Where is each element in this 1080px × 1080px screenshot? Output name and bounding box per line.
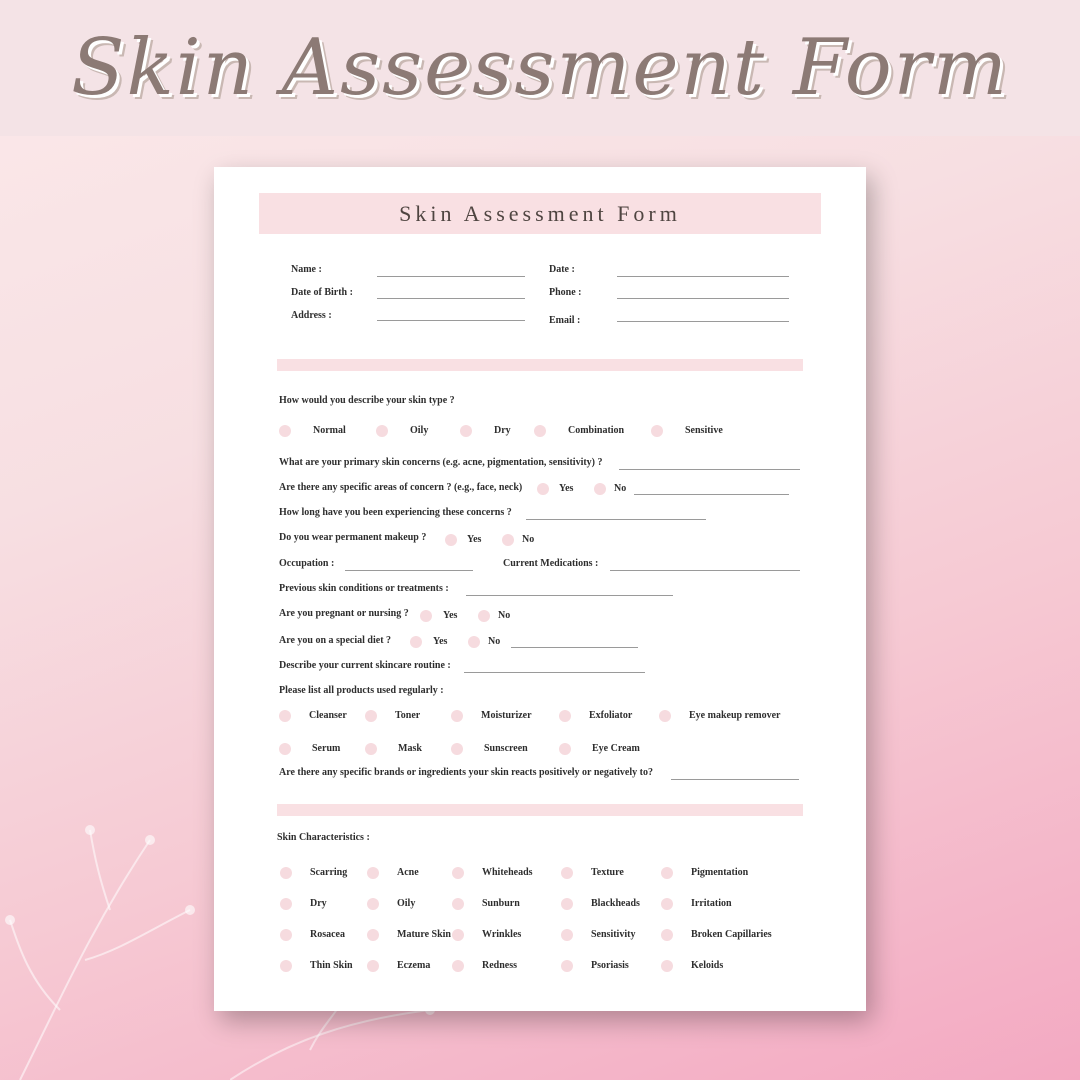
areas-no-radio[interactable] bbox=[594, 483, 606, 495]
sensitivity-radio[interactable] bbox=[561, 929, 573, 941]
eye-makeup-remover-radio[interactable] bbox=[659, 710, 671, 722]
floral-decoration-icon bbox=[0, 780, 220, 1080]
oily-label: Oily bbox=[397, 898, 416, 909]
areas-no-label: No bbox=[614, 483, 627, 494]
areas-field[interactable] bbox=[634, 494, 789, 495]
texture-radio[interactable] bbox=[561, 867, 573, 879]
dob-field[interactable] bbox=[377, 298, 525, 299]
pregnant-no-radio[interactable] bbox=[478, 610, 490, 622]
makeup-question: Do you wear permanent makeup ? bbox=[279, 532, 427, 543]
cleanser-label: Cleanser bbox=[309, 710, 347, 721]
pregnant-question: Are you pregnant or nursing ? bbox=[279, 608, 409, 619]
moisturizer-radio[interactable] bbox=[451, 710, 463, 722]
redness-label: Redness bbox=[482, 960, 518, 971]
diet-no-radio[interactable] bbox=[468, 636, 480, 648]
floral-decoration-icon bbox=[230, 1000, 490, 1080]
characteristics-title: Skin Characteristics : bbox=[277, 832, 370, 843]
banner-title: Skin Assessment Form bbox=[71, 23, 1009, 113]
blackheads-radio[interactable] bbox=[561, 898, 573, 910]
eye-cream-label: Eye Cream bbox=[592, 743, 640, 754]
brands-question: Are there any specific brands or ingredients your skin reacts positively or negatively to? bbox=[279, 767, 653, 778]
thin-skin-label: Thin Skin bbox=[310, 960, 353, 971]
scarring-radio[interactable] bbox=[280, 867, 292, 879]
brands-field[interactable] bbox=[671, 779, 799, 780]
email-field[interactable] bbox=[617, 321, 789, 322]
sunscreen-radio[interactable] bbox=[451, 743, 463, 755]
sheet-title: Skin Assessment Form bbox=[399, 200, 681, 226]
routine-field[interactable] bbox=[464, 672, 645, 673]
pregnant-no-label: No bbox=[498, 610, 511, 621]
how-long-field[interactable] bbox=[526, 519, 706, 520]
primary-concerns-field[interactable] bbox=[619, 469, 800, 470]
diet-no-label: No bbox=[488, 636, 501, 647]
date-label: Date : bbox=[549, 264, 575, 275]
eye-makeup-remover-label: Eye makeup remover bbox=[689, 710, 781, 721]
sunscreen-label: Sunscreen bbox=[484, 743, 528, 754]
date-field[interactable] bbox=[617, 276, 789, 277]
banner bbox=[0, 0, 1080, 136]
diet-yes-radio[interactable] bbox=[410, 636, 422, 648]
broken-capillaries-label: Broken Capillaries bbox=[691, 929, 772, 940]
occupation-label: Occupation : bbox=[279, 558, 335, 569]
routine-question: Describe your current skincare routine : bbox=[279, 660, 451, 671]
diet-field[interactable] bbox=[511, 647, 638, 648]
areas-yes-label: Yes bbox=[559, 483, 574, 494]
thin-skin-radio[interactable] bbox=[280, 960, 292, 972]
oily-radio[interactable] bbox=[376, 425, 388, 437]
dry-radio[interactable] bbox=[280, 898, 292, 910]
acne-label: Acne bbox=[397, 867, 419, 878]
toner-label: Toner bbox=[395, 710, 421, 721]
skin-type-question: How would you describe your skin type ? bbox=[279, 395, 455, 406]
keloids-radio[interactable] bbox=[661, 960, 673, 972]
moisturizer-label: Moisturizer bbox=[481, 710, 532, 721]
medications-field[interactable] bbox=[610, 570, 800, 571]
phone-label: Phone : bbox=[549, 287, 582, 298]
medications-label: Current Medications : bbox=[503, 558, 599, 569]
section-divider bbox=[277, 359, 803, 371]
phone-field[interactable] bbox=[617, 298, 789, 299]
makeup-yes-radio[interactable] bbox=[445, 534, 457, 546]
psoriasis-radio[interactable] bbox=[561, 960, 573, 972]
sensitive-label: Sensitive bbox=[685, 425, 723, 436]
makeup-no-radio[interactable] bbox=[502, 534, 514, 546]
eye-cream-radio[interactable] bbox=[559, 743, 571, 755]
sunburn-label: Sunburn bbox=[482, 898, 520, 909]
dob-label: Date of Birth : bbox=[291, 287, 353, 298]
cleanser-radio[interactable] bbox=[279, 710, 291, 722]
blackheads-label: Blackheads bbox=[591, 898, 640, 909]
eczema-label: Eczema bbox=[397, 960, 431, 971]
products-question: Please list all products used regularly : bbox=[279, 685, 444, 696]
email-label: Email : bbox=[549, 315, 581, 326]
serum-radio[interactable] bbox=[279, 743, 291, 755]
normal-label: Normal bbox=[313, 425, 346, 436]
irritation-radio[interactable] bbox=[661, 898, 673, 910]
sensitive-radio[interactable] bbox=[651, 425, 663, 437]
pigmentation-radio[interactable] bbox=[661, 867, 673, 879]
previous-field[interactable] bbox=[466, 595, 673, 596]
keloids-label: Keloids bbox=[691, 960, 724, 971]
occupation-field[interactable] bbox=[345, 570, 473, 571]
mask-radio[interactable] bbox=[365, 743, 377, 755]
how-long-question: How long have you been experiencing these concerns ? bbox=[279, 507, 512, 518]
pregnant-yes-label: Yes bbox=[443, 610, 458, 621]
wrinkles-radio[interactable] bbox=[452, 929, 464, 941]
psoriasis-label: Psoriasis bbox=[591, 960, 629, 971]
sheet-header bbox=[259, 193, 821, 234]
name-label: Name : bbox=[291, 264, 322, 275]
rosacea-radio[interactable] bbox=[280, 929, 292, 941]
exfoliator-label: Exfoliator bbox=[589, 710, 633, 721]
toner-radio[interactable] bbox=[365, 710, 377, 722]
dry-label: Dry bbox=[310, 898, 327, 909]
section-divider bbox=[277, 804, 803, 816]
texture-label: Texture bbox=[591, 867, 624, 878]
form-sheet bbox=[214, 167, 866, 1011]
combination-label: Combination bbox=[568, 425, 625, 436]
rosacea-label: Rosacea bbox=[310, 929, 345, 940]
eczema-radio[interactable] bbox=[367, 960, 379, 972]
areas-yes-radio[interactable] bbox=[537, 483, 549, 495]
primary-concerns-question: What are your primary skin concerns (e.g. acne, pigmentation, sensitivity) ? bbox=[279, 457, 603, 468]
address-field[interactable] bbox=[377, 320, 525, 321]
wrinkles-label: Wrinkles bbox=[482, 929, 522, 940]
diet-yes-label: Yes bbox=[433, 636, 448, 647]
redness-radio[interactable] bbox=[452, 960, 464, 972]
mature-skin-radio[interactable] bbox=[367, 929, 379, 941]
serum-label: Serum bbox=[312, 743, 341, 754]
diet-question: Are you on a special diet ? bbox=[279, 635, 392, 646]
address-label: Address : bbox=[291, 310, 332, 321]
oily-radio[interactable] bbox=[367, 898, 379, 910]
whiteheads-label: Whiteheads bbox=[482, 867, 533, 878]
areas-question: Are there any specific areas of concern ? (e.g., face, neck) bbox=[279, 482, 523, 493]
oily-label: Oily bbox=[410, 425, 429, 436]
dry-label: Dry bbox=[494, 425, 511, 436]
mature-skin-label: Mature Skin bbox=[397, 929, 451, 940]
sensitivity-label: Sensitivity bbox=[591, 929, 636, 940]
exfoliator-radio[interactable] bbox=[559, 710, 571, 722]
dry-radio[interactable] bbox=[460, 425, 472, 437]
pregnant-yes-radio[interactable] bbox=[420, 610, 432, 622]
mask-label: Mask bbox=[398, 743, 422, 754]
broken-capillaries-radio[interactable] bbox=[661, 929, 673, 941]
normal-radio[interactable] bbox=[279, 425, 291, 437]
name-field[interactable] bbox=[377, 276, 525, 277]
makeup-no-label: No bbox=[522, 534, 535, 545]
scarring-label: Scarring bbox=[310, 867, 348, 878]
acne-radio[interactable] bbox=[367, 867, 379, 879]
sunburn-radio[interactable] bbox=[452, 898, 464, 910]
combination-radio[interactable] bbox=[534, 425, 546, 437]
previous-question: Previous skin conditions or treatments : bbox=[279, 583, 449, 594]
whiteheads-radio[interactable] bbox=[452, 867, 464, 879]
pigmentation-label: Pigmentation bbox=[691, 867, 749, 878]
makeup-yes-label: Yes bbox=[467, 534, 482, 545]
irritation-label: Irritation bbox=[691, 898, 732, 909]
